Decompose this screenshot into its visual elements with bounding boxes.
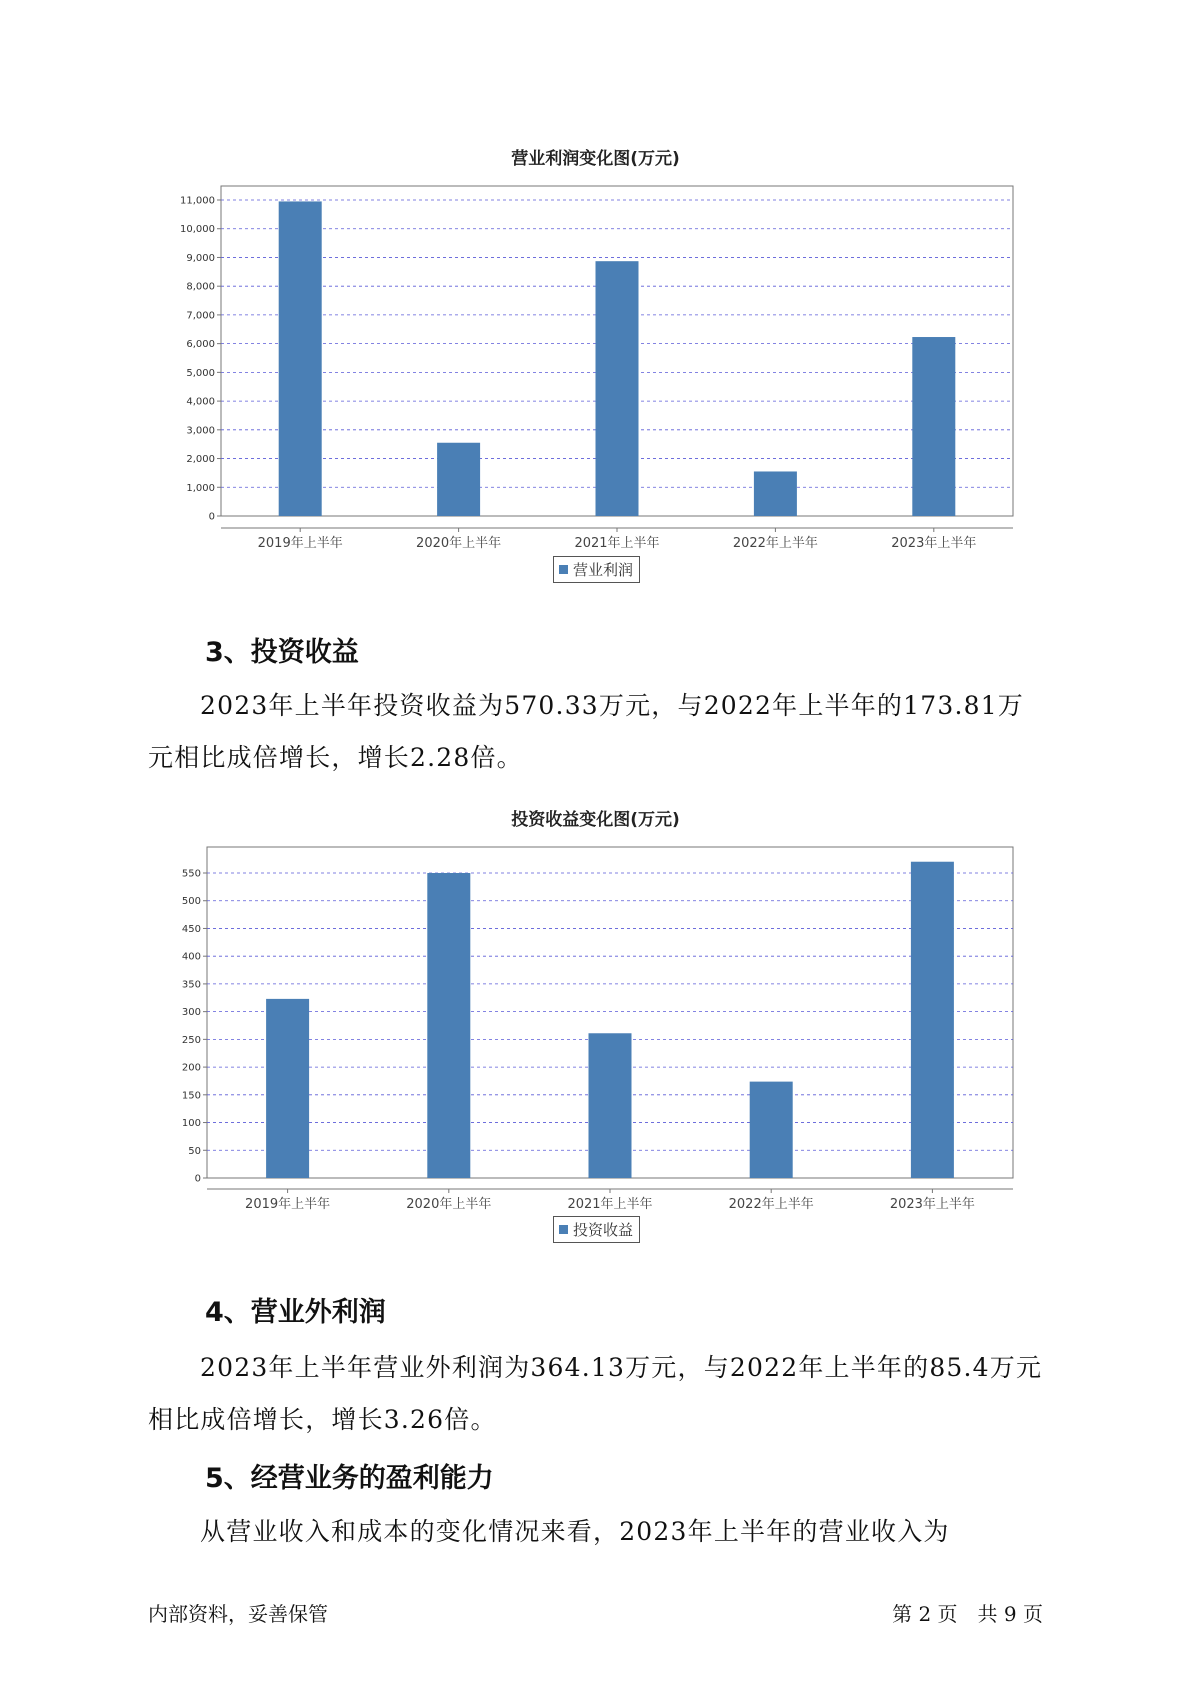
y-tick-label: 200 (181, 1062, 201, 1074)
x-tick-label: 2023年上半年 (891, 536, 977, 551)
bar-2022年上半年 (750, 1082, 793, 1178)
y-tick-label: 7,000 (186, 310, 215, 322)
y-tick-label: 2,000 (186, 454, 215, 466)
x-tick-label: 2019年上半年 (245, 1197, 331, 1212)
paragraph-non-operating-profit: 2023年上半年营业外利润为364.13万元，与2022年上半年的85.4万元相比成倍增长，增长3.26倍。 (148, 1353, 1043, 1434)
y-tick-label: 3,000 (186, 425, 215, 437)
section-heading-non-operating-profit: 4、营业外利润 (205, 1297, 386, 1328)
y-tick-label: 50 (188, 1145, 201, 1157)
y-tick-label: 300 (181, 1007, 201, 1019)
footer-page-number: 第 2 页 共 9 页 (892, 1602, 1043, 1626)
bar-2019年上半年 (266, 999, 309, 1178)
x-tick-label: 2022年上半年 (728, 1197, 814, 1212)
y-tick-label: 500 (181, 896, 201, 908)
footer-confidential-note: 内部资料，妥善保管 (148, 1602, 328, 1626)
legend-label: 投资收益 (573, 1221, 634, 1239)
y-tick-label: 450 (181, 923, 201, 935)
y-tick-label: 11,000 (180, 195, 215, 207)
y-tick-label: 5,000 (186, 367, 215, 379)
chart-title-operating-profit: 营业利润变化图(万元) (511, 149, 680, 169)
y-tick-label: 150 (181, 1090, 201, 1102)
x-tick-label: 2020年上半年 (416, 536, 502, 551)
x-tick-label: 2019年上半年 (257, 536, 343, 551)
y-tick-label: 10,000 (180, 224, 215, 236)
x-tick-label: 2021年上半年 (567, 1197, 653, 1212)
chart-title-investment-income: 投资收益变化图(万元) (511, 810, 680, 830)
y-tick-label: 6,000 (186, 339, 215, 351)
legend-label: 营业利润 (573, 561, 634, 579)
x-tick-label: 2022年上半年 (732, 536, 818, 551)
paragraph-investment-income: 2023年上半年投资收益为570.33万元，与2022年上半年的173.81万元相比成倍增长，增长2.28倍。 (148, 691, 1024, 772)
bar-2021年上半年 (589, 1033, 632, 1178)
section-heading-investment-income: 3、投资收益 (205, 637, 359, 668)
section-heading-profitability: 5、经营业务的盈利能力 (205, 1463, 494, 1494)
bar-2023年上半年 (911, 862, 954, 1178)
x-tick-label: 2023年上半年 (889, 1197, 975, 1212)
y-tick-label: 550 (181, 868, 201, 880)
y-tick-label: 4,000 (186, 396, 215, 408)
y-tick-label: 100 (181, 1118, 201, 1130)
bar-2020年上半年 (427, 873, 470, 1178)
paragraph-profitability: 从营业收入和成本的变化情况来看，2023年上半年的营业收入为 (200, 1517, 950, 1546)
x-tick-label: 2020年上半年 (406, 1197, 492, 1212)
y-tick-label: 9,000 (186, 252, 215, 264)
chart-legend-investment-income (553, 1216, 640, 1243)
y-tick-label: 250 (181, 1034, 201, 1046)
y-tick-label: 0 (194, 1173, 201, 1185)
y-tick-label: 1,000 (186, 482, 215, 494)
legend-swatch (559, 1225, 568, 1234)
y-tick-label: 8,000 (186, 281, 215, 293)
y-tick-label: 400 (181, 951, 201, 963)
y-tick-label: 350 (181, 979, 201, 991)
y-tick-label: 0 (208, 511, 215, 523)
x-tick-label: 2021年上半年 (574, 536, 660, 551)
